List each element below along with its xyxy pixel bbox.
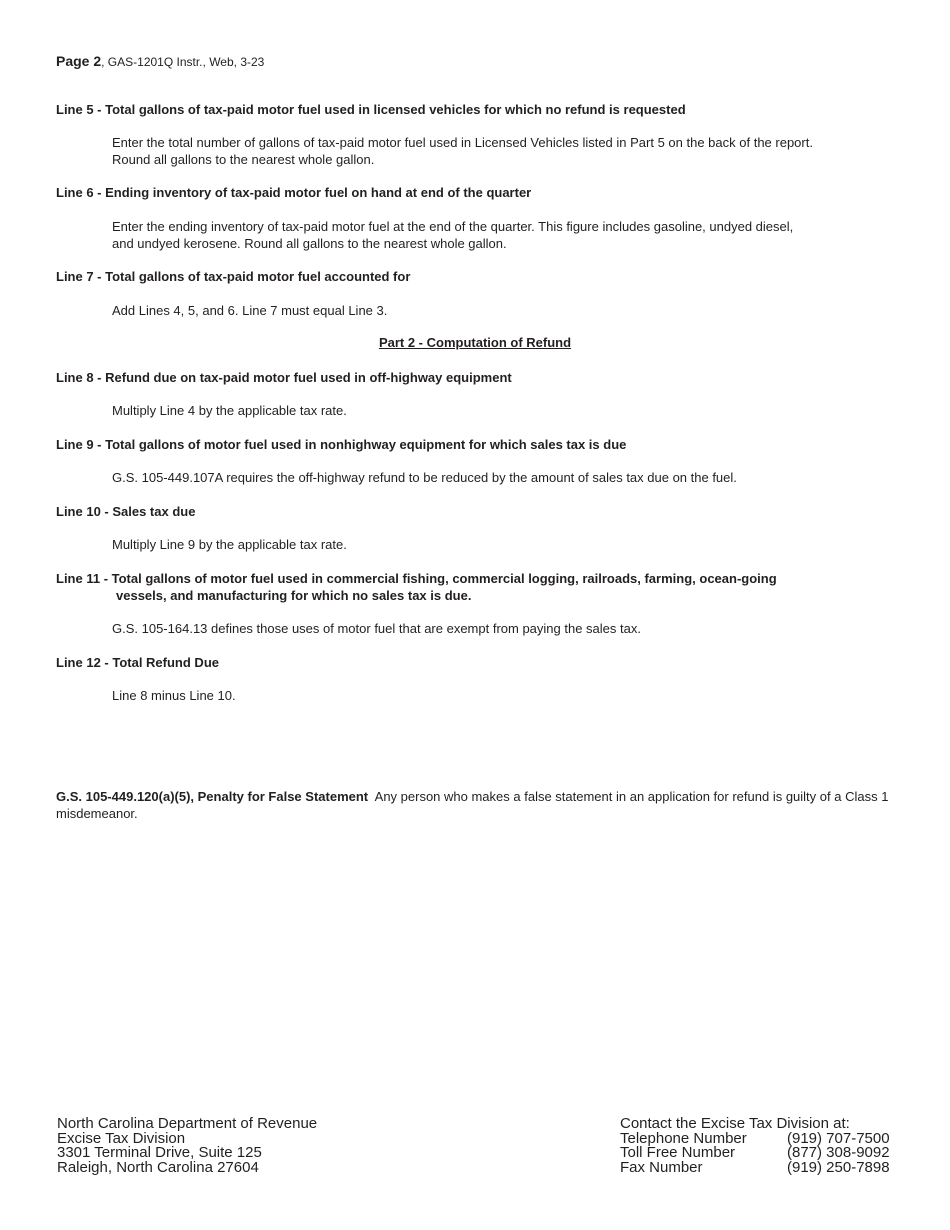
address-line-4: Raleigh, North Carolina 27604: [57, 1159, 259, 1177]
footer-contact: [620, 1117, 890, 1176]
line7-text-1: Add Lines 4, 5, and 6. Line 7 must equal Line 3.: [112, 303, 388, 318]
contact-label: Toll Free Number: [620, 1144, 736, 1162]
penalty-title: G.S. 105-449.120(a)(5), Penalty for False Statement: [56, 789, 369, 804]
line6-text-1: Enter the ending inventory of tax-paid motor fuel at the end of the quarter. This figure includes gasoline, undyed diesel,: [112, 219, 794, 234]
form-info: , GAS-1201Q Instr., Web, 3-23: [101, 55, 265, 69]
line5-text-2: Round all gallons to the nearest whole gallon.: [112, 152, 375, 167]
line11-heading-2: vessels, and manufacturing for which no sales tax is due.: [116, 588, 472, 603]
line8-heading: Line 8 - Refund due on tax-paid motor fuel used in off-highway equipment: [56, 370, 512, 385]
contact-label: Telephone Number: [620, 1129, 747, 1147]
line11-heading-1: Line 11 - Total gallons of motor fuel used in commercial fishing, commercial logging, railroads, farming, ocean-going: [56, 571, 777, 586]
line6-heading: Line 6 - Ending inventory of tax-paid motor fuel on hand at end of the quarter: [56, 185, 532, 200]
page-number: Page 2: [56, 53, 102, 69]
line12-heading: Line 12 - Total Refund Due: [56, 655, 219, 670]
address-line-2: Excise Tax Division: [57, 1129, 186, 1147]
line6-text-2: and undyed kerosene. Round all gallons to the nearest whole gallon.: [112, 236, 507, 251]
line9-text-1: G.S. 105-449.107A requires the off-highway refund to be reduced by the amount of sales tax due on the fuel.: [112, 470, 737, 485]
line5-text-1: Enter the total number of gallons of tax-paid motor fuel used in Licensed Vehicles listed in Part 5 on the back of the report.: [112, 135, 813, 150]
line10-text-1: Multiply Line 9 by the applicable tax rate.: [112, 537, 347, 552]
contact-row-fax: [620, 1161, 890, 1176]
footer-address: [57, 1117, 317, 1176]
address-line-1: North Carolina Department of Revenue: [57, 1115, 318, 1132]
contact-value: (919) 250-7898: [787, 1159, 890, 1177]
line5-heading: Line 5 - Total gallons of tax-paid motor fuel used in licensed vehicles for which no refund is requested: [56, 102, 686, 117]
line9-heading: Line 9 - Total gallons of motor fuel used in nonhighway equipment for which sales tax is due: [56, 437, 627, 452]
contact-label: Fax Number: [620, 1159, 703, 1177]
page-header: [56, 53, 264, 69]
penalty-statement: [56, 788, 898, 822]
contact-value: (919) 707-7500: [787, 1129, 890, 1147]
line8-text-1: Multiply Line 4 by the applicable tax rate.: [112, 403, 347, 418]
line12-text-1: Line 8 minus Line 10.: [112, 688, 236, 703]
part2-title: Part 2 - Computation of Refund: [378, 335, 572, 350]
contact-title: Contact the Excise Tax Division at:: [620, 1115, 850, 1132]
penalty-text: Any person who makes a false statement in an application for refund is guilty of a Class 1 misdemeanor.: [56, 789, 893, 821]
line11-text-1: G.S. 105-164.13 defines those uses of motor fuel that are exempt from paying the sales tax.: [112, 621, 641, 636]
line10-heading: Line 10 - Sales tax due: [56, 504, 196, 519]
contact-value: (877) 308-9092: [787, 1144, 890, 1162]
line7-heading: Line 7 - Total gallons of tax-paid motor fuel accounted for: [56, 269, 411, 284]
address-line-3: 3301 Terminal Drive, Suite 125: [57, 1144, 262, 1162]
